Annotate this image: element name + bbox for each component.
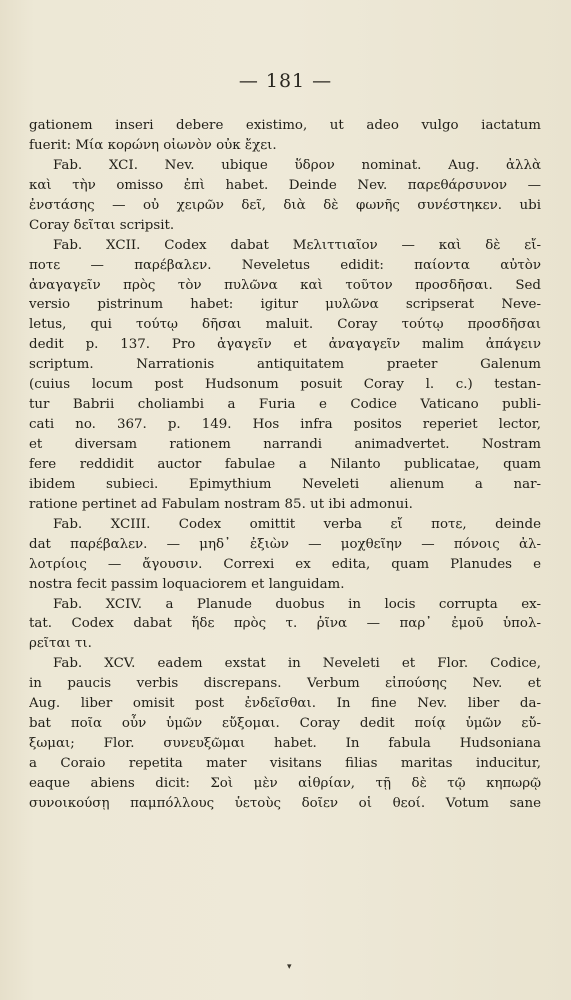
text-line: cati no. 367. p. 149. Hos infra positos reperiet lector, <box>29 417 541 433</box>
text-line: λοτρίοις — ἄγουσιν. Correxi ex edita, quam Planudes e <box>29 556 541 572</box>
text-line: tat. Codex dabat ἥδε πρὸς τ. ῥῖνα — παρ᾽ ἐμοῦ ὑπολ- <box>29 616 541 632</box>
text-line: Coray δεῖται scripsit. <box>29 217 175 233</box>
text-line: Aug. liber omisit post ἐνδεῖσθαι. In fine Nev. liber da- <box>29 696 541 712</box>
signature-mark: ▾ <box>287 962 292 972</box>
text-line: καὶ τὴν omisso ἐπὶ habet. Deinde Nev. παρεθάρσυνον — <box>29 177 541 193</box>
text-line: gationem inseri debere existimo, ut adeo vulgo iactatum <box>29 118 541 133</box>
text-line: ratione pertinet ad Fabulam nostram 85. ut ibi admonui. <box>29 496 413 512</box>
text-line: Fab. XCV. eadem exstat in Neveleti et Flor. Codice, <box>53 656 541 672</box>
text-line: Fab. XCI. Nev. ubique ὕδρον nominat. Aug. ἀλλὰ <box>53 157 541 173</box>
text-line: dedit p. 137. Pro ἀγαγεῖν et ἀναγαγεῖν malim ἀπάγειν <box>29 337 541 353</box>
text-line: versio pistrinum habet: igitur μυλῶνα scripserat Neve- <box>29 297 541 313</box>
text-line: letus, qui τούτῳ δῆσαι maluit. Coray τούτῳ προσδῆσαι <box>29 317 541 333</box>
text-line: ξωμαι; Flor. συνευξῶμαι habet. In fabula Hudsoniana <box>29 736 541 752</box>
text-line: eaque abiens dicit: Σοὶ μὲν αἰθρίαν, τῇ δὲ τῷ κηπωρῷ <box>29 775 541 791</box>
text-line: ἐνστάσης — οὐ χειρῶν δεῖ, διὰ δὲ φωνῆς συνέστηκεν. ubi <box>29 197 541 213</box>
text-line: ποτε — παρέβαλεν. Neveletus edidit: παίοντα αὐτὸν <box>29 257 541 273</box>
text-line: ibidem subieci. Epimythium Neveleti alienum a nar- <box>29 476 541 492</box>
text-line: Fab. XCIV. a Planude duobus in locis corrupta ex- <box>53 596 541 612</box>
text-line: tur Babrii choliambi a Furia e Codice Vaticano publi- <box>29 397 541 413</box>
text-line: fere reddidit auctor fabulae a Nilanto publicatae, quam <box>29 456 541 472</box>
text-line: συνοικούσῃ παμπόλλους ὑετοὺς δοῖεν οἱ θεοί. Votum sane <box>29 795 541 811</box>
text-line: nostra fecit passim loquaciorem et languidam. <box>29 576 345 592</box>
text-line: ρεῖται τι. <box>29 636 92 652</box>
text-line: dat παρέβαλεν. — μηδ᾽ ἐξιὼν — μοχθεῖην — πόνοις ἀλ- <box>29 536 541 552</box>
text-line: scriptum. Narrationis antiquitatem praeter Galenum <box>29 357 541 373</box>
text-line: bat ποῖα οὖν ὑμῶν εὔξομαι. Coray dedit ποίᾳ ὑμῶν εὔ- <box>29 716 541 732</box>
text-line: et diversam rationem narrandi animadvertet. Nostram <box>29 437 541 452</box>
text-line: in paucis verbis discrepans. Verbum εἰπούσης Nev. et <box>29 676 541 692</box>
text-line: fuerit: Μία κορώνη οἰωνὸν οὐκ ἔχει. <box>29 137 277 153</box>
text-line: Fab. XCIII. Codex omittit verba εἴ ποτε, deinde <box>53 516 541 532</box>
text-line: (cuius locum post Hudsonum posuit Coray l. c.) testan- <box>29 377 541 393</box>
body-text <box>29 116 541 814</box>
text-line: a Coraio repetita mater visitans filias maritas inducitur, <box>29 756 541 771</box>
text-line: ἀναγαγεῖν πρὸς τὸν πυλῶνα καὶ τοῦτον προσδῆσαι. Sed <box>29 277 541 293</box>
page-number: — 181 — <box>238 70 333 92</box>
text-line: Fab. XCII. Codex dabat Μελιττιαῖον — καὶ δὲ εἴ- <box>53 237 541 253</box>
